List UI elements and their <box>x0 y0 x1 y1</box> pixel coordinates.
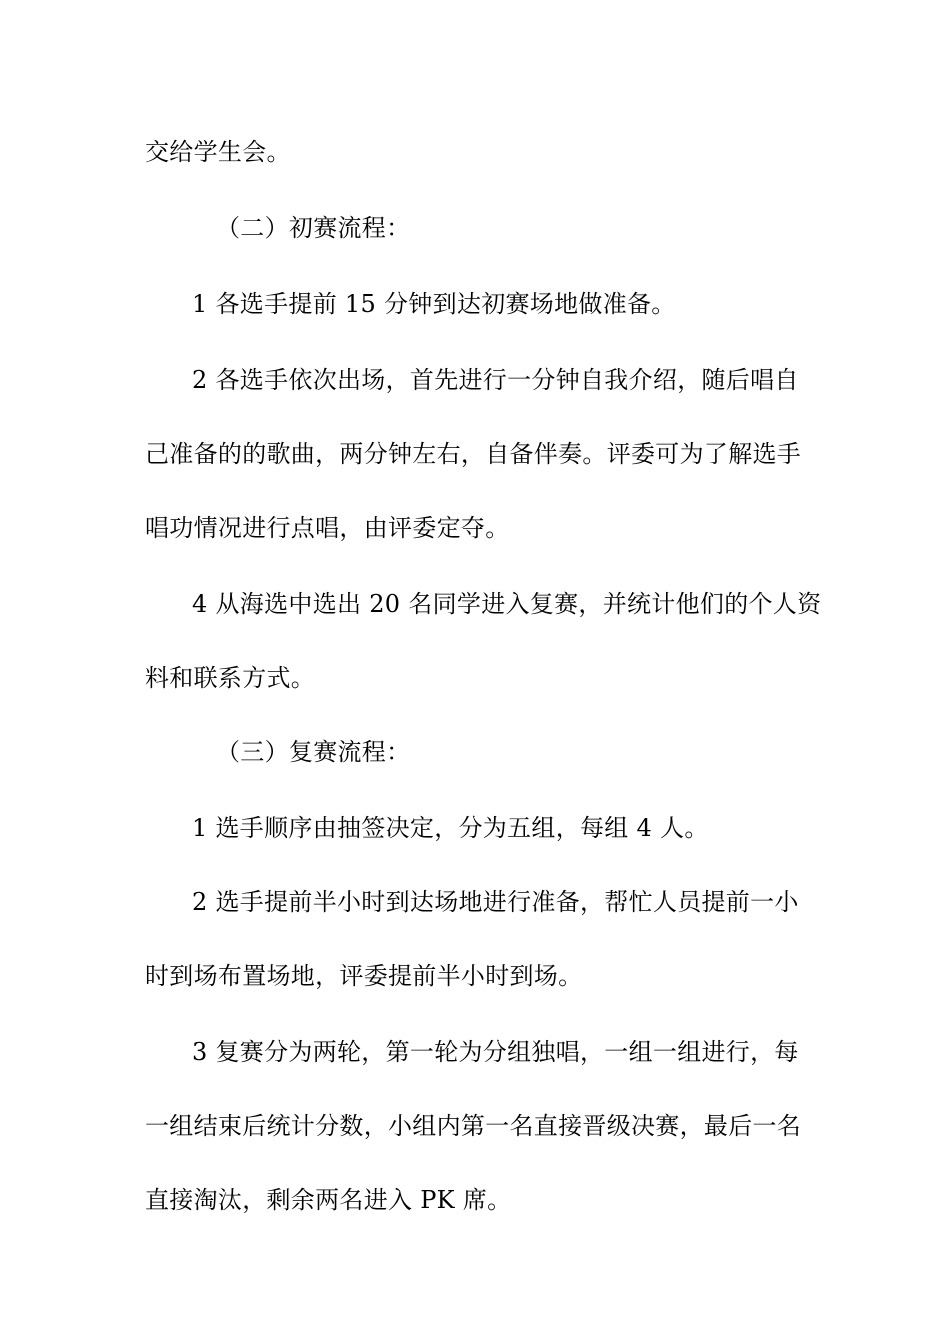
preliminary-step-1: 1 各选手提前 15 分钟到达初赛场地做准备。 <box>192 290 676 318</box>
preliminary-step-4-line-2: 料和联系方式。 <box>145 664 316 692</box>
section-heading-semifinal: （三）复赛流程： <box>216 738 411 766</box>
semifinal-step-3-line-3: 直接淘汰，剩余两名进入 PK 席。 <box>145 1186 512 1214</box>
preliminary-step-2-line-2: 己准备的的歌曲，两分钟左右，自备伴奏。评委可为了解选手 <box>145 440 802 468</box>
semifinal-step-2-line-2: 时到场布置场地，评委提前半小时到场。 <box>145 962 583 990</box>
semifinal-step-3-line-1: 3 复赛分为两轮，第一轮为分组独唱，一组一组进行，每 <box>192 1038 799 1066</box>
paragraph-continuation-line: 交给学生会。 <box>145 138 291 166</box>
semifinal-step-1: 1 选手顺序由抽签决定，分为五组，每组 4 人。 <box>192 814 709 842</box>
semifinal-step-3-line-2: 一组结束后统计分数，小组内第一名直接晋级决赛，最后一名 <box>145 1112 802 1140</box>
preliminary-step-2-line-1: 2 各选手依次出场，首先进行一分钟自我介绍，随后唱自 <box>192 366 799 394</box>
preliminary-step-2-line-3: 唱功情况进行点唱，由评委定夺。 <box>145 514 510 542</box>
preliminary-step-4-line-1: 4 从海选中选出 20 名同学进入复赛，并统计他们的个人资 <box>192 590 822 618</box>
semifinal-step-2-line-1: 2 选手提前半小时到达场地进行准备，帮忙人员提前一小 <box>192 888 799 916</box>
section-heading-preliminary: （二）初赛流程： <box>216 214 411 242</box>
